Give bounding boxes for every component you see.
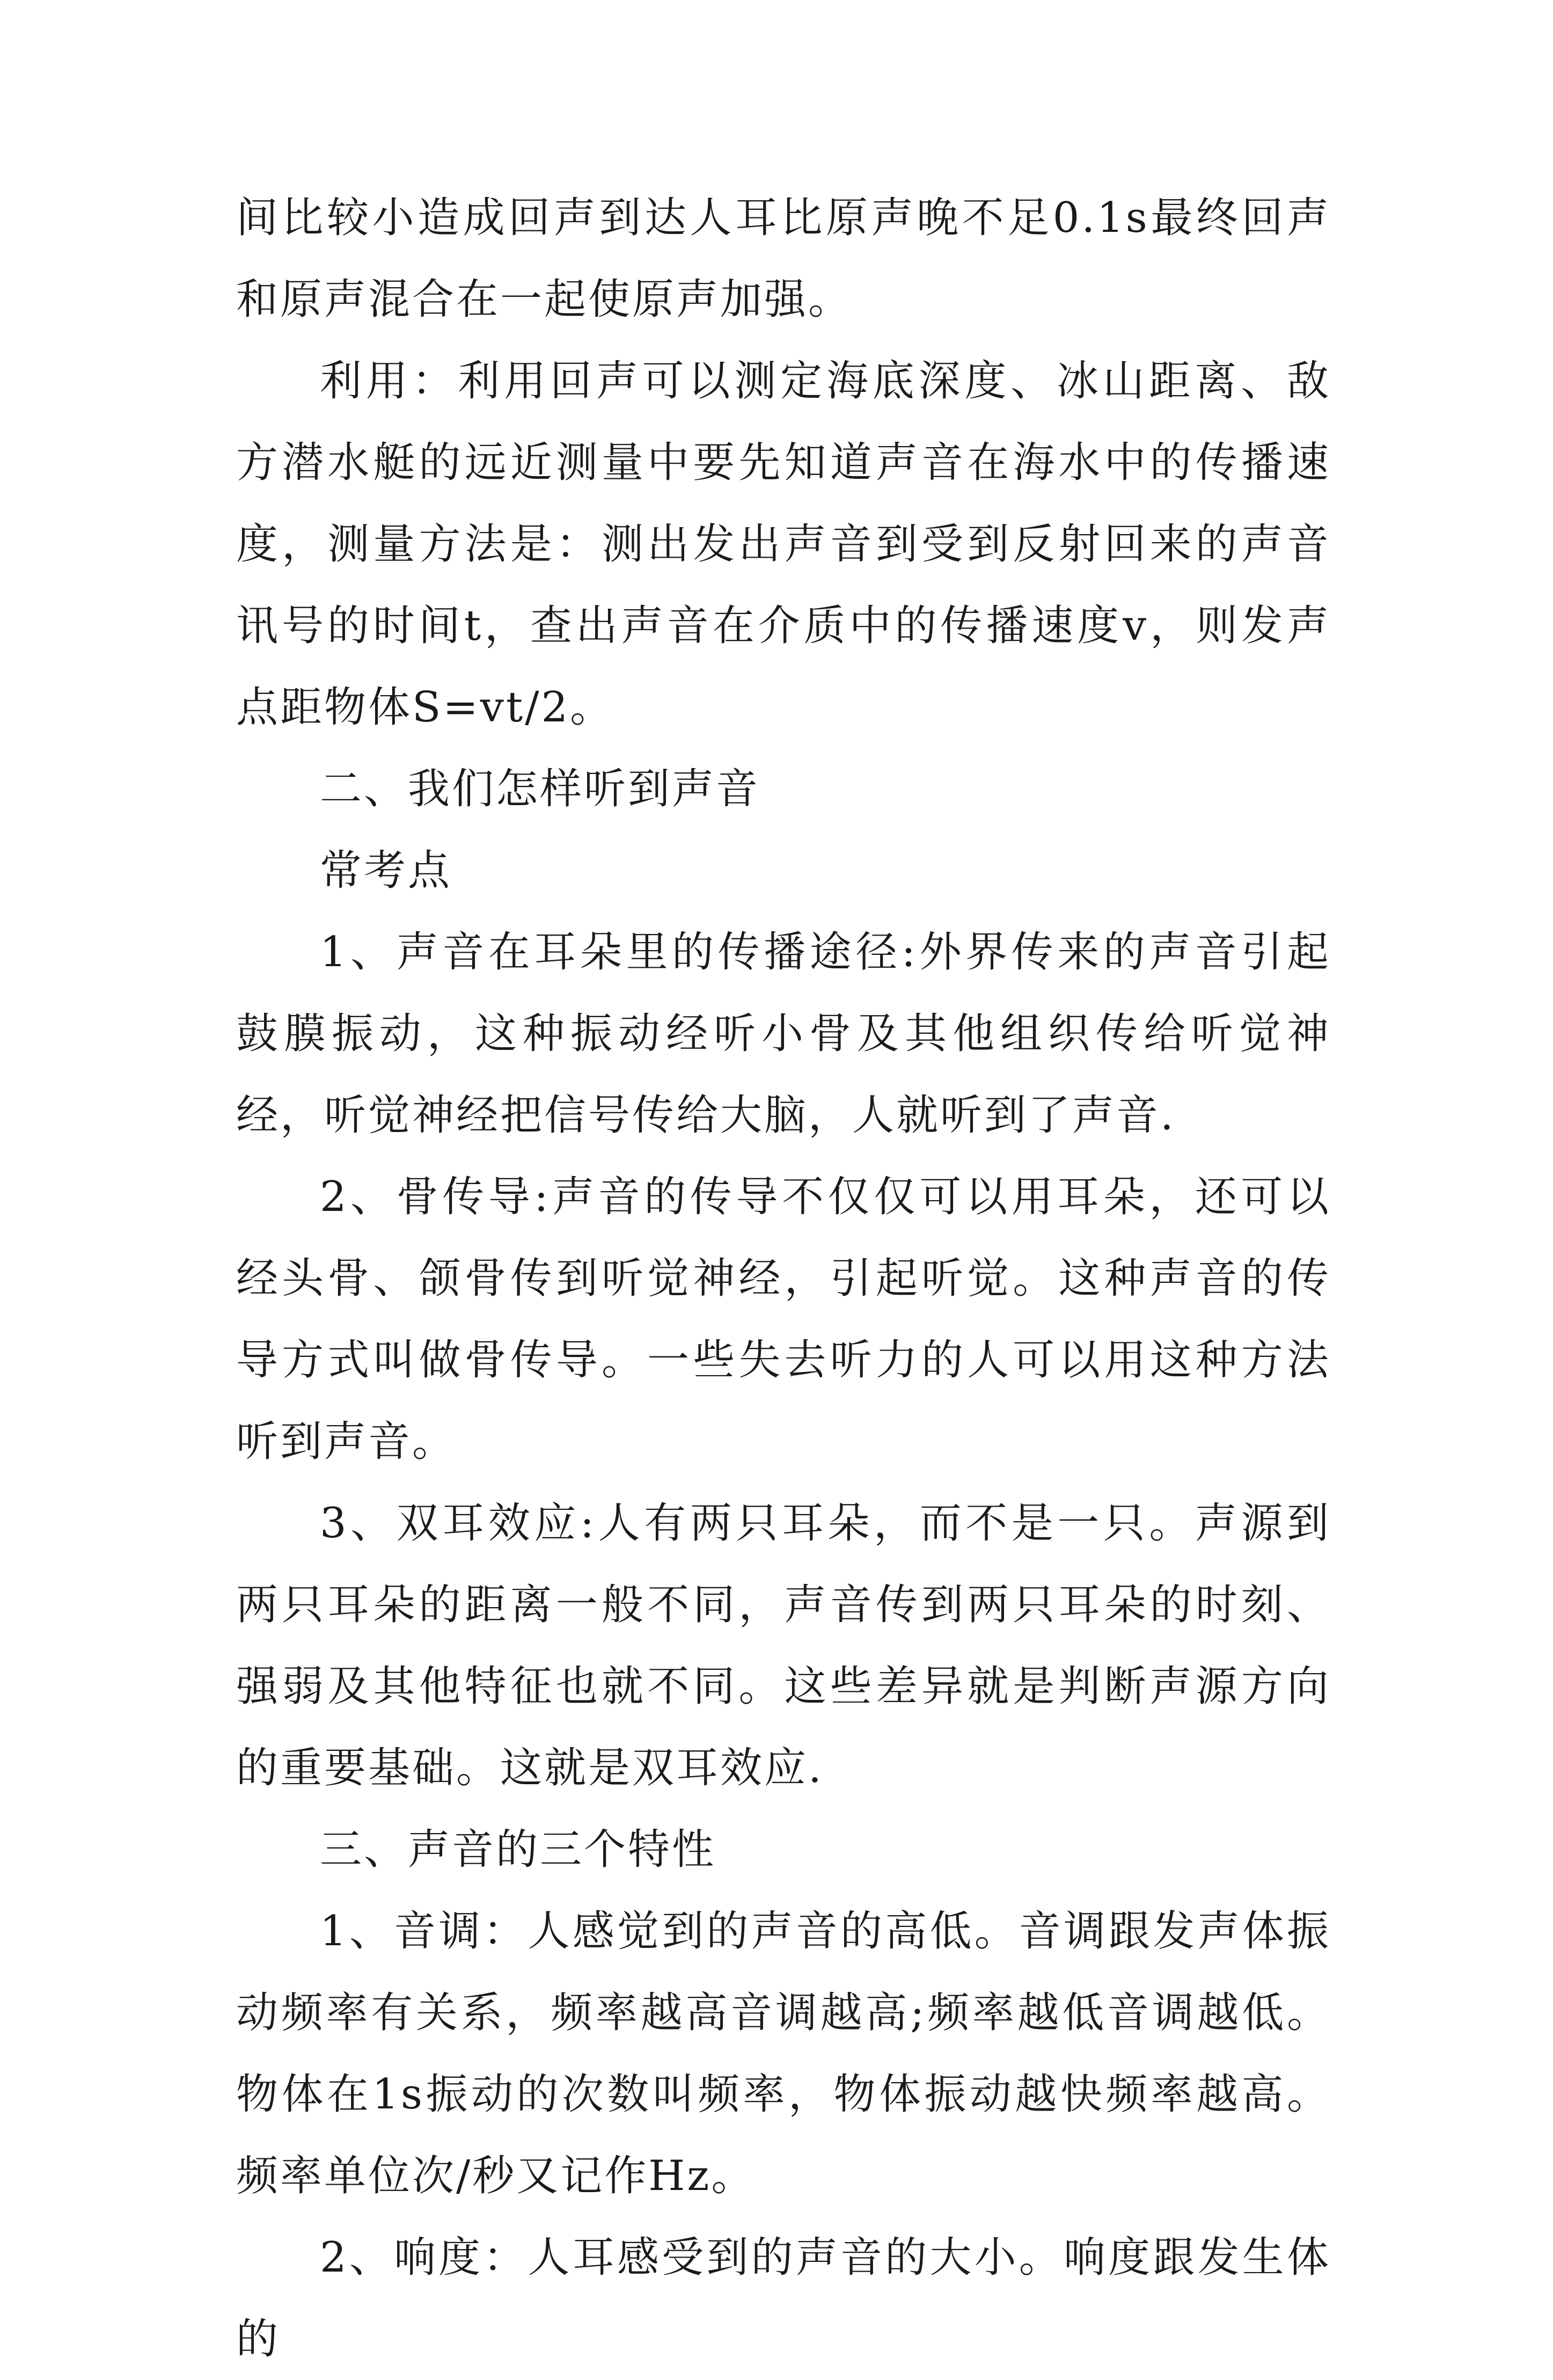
section-heading-three-characteristics: 三、声音的三个特性 [320,1826,716,1874]
paragraph-echo-continuation: 间比较小造成回声到达人耳比原声晚不足0.1s最终回声和原声混合在一起使原声加强。 [236,194,1331,324]
paragraph-bone-conduction: 2、骨传导:声音的传导不仅仅可以用耳朵，还可以经头骨、颌骨传到听觉神经，引起听觉。这种声音的传导方式叫做骨传导。一些失去听力的人可以用这种方法听到声音。 [236,1173,1331,1466]
paragraph-echo-usage: 利用：利用回声可以测定海底深度、冰山距离、敌方潜水艇的远近测量中要先知道声音在海水中的传播速度，测量方法是：测出发出声音到受到反射回来的声音讯号的时间t，查出声音在介质中的传播速度v，则发声点距物体S=vt/2。 [236,357,1331,732]
paragraph-ear-pathway: 1、声音在耳朵里的传播途径:外界传来的声音引起鼓膜振动，这种振动经听小骨及其他组织传给听觉神经，听觉神经把信号传给大脑，人就听到了声音. [236,928,1331,1140]
document-body [236,177,1331,2380]
paragraph-pitch: 1、音调：人感觉到的声音的高低。音调跟发声体振动频率有关系，频率越高音调越高;频率越低音调越低。物体在1s振动的次数叫频率，物体振动越快频率越高。频率单位次/秒又记作Hz。 [236,1907,1331,2200]
section-heading-how-we-hear: 二、我们怎样听到声音 [320,765,760,813]
paragraph-binaural-effect: 3、双耳效应:人有两只耳朵，而不是一只。声源到两只耳朵的距离一般不同，声音传到两只耳朵的时刻、强弱及其他特征也就不同。这些差异就是判断声源方向的重要基础。这就是双耳效应. [236,1499,1331,1792]
paragraph-loudness: 2、响度：人耳感受到的声音的大小。响度跟发生体的 [236,2233,1331,2363]
subheading-key-points: 常考点 [320,846,452,895]
